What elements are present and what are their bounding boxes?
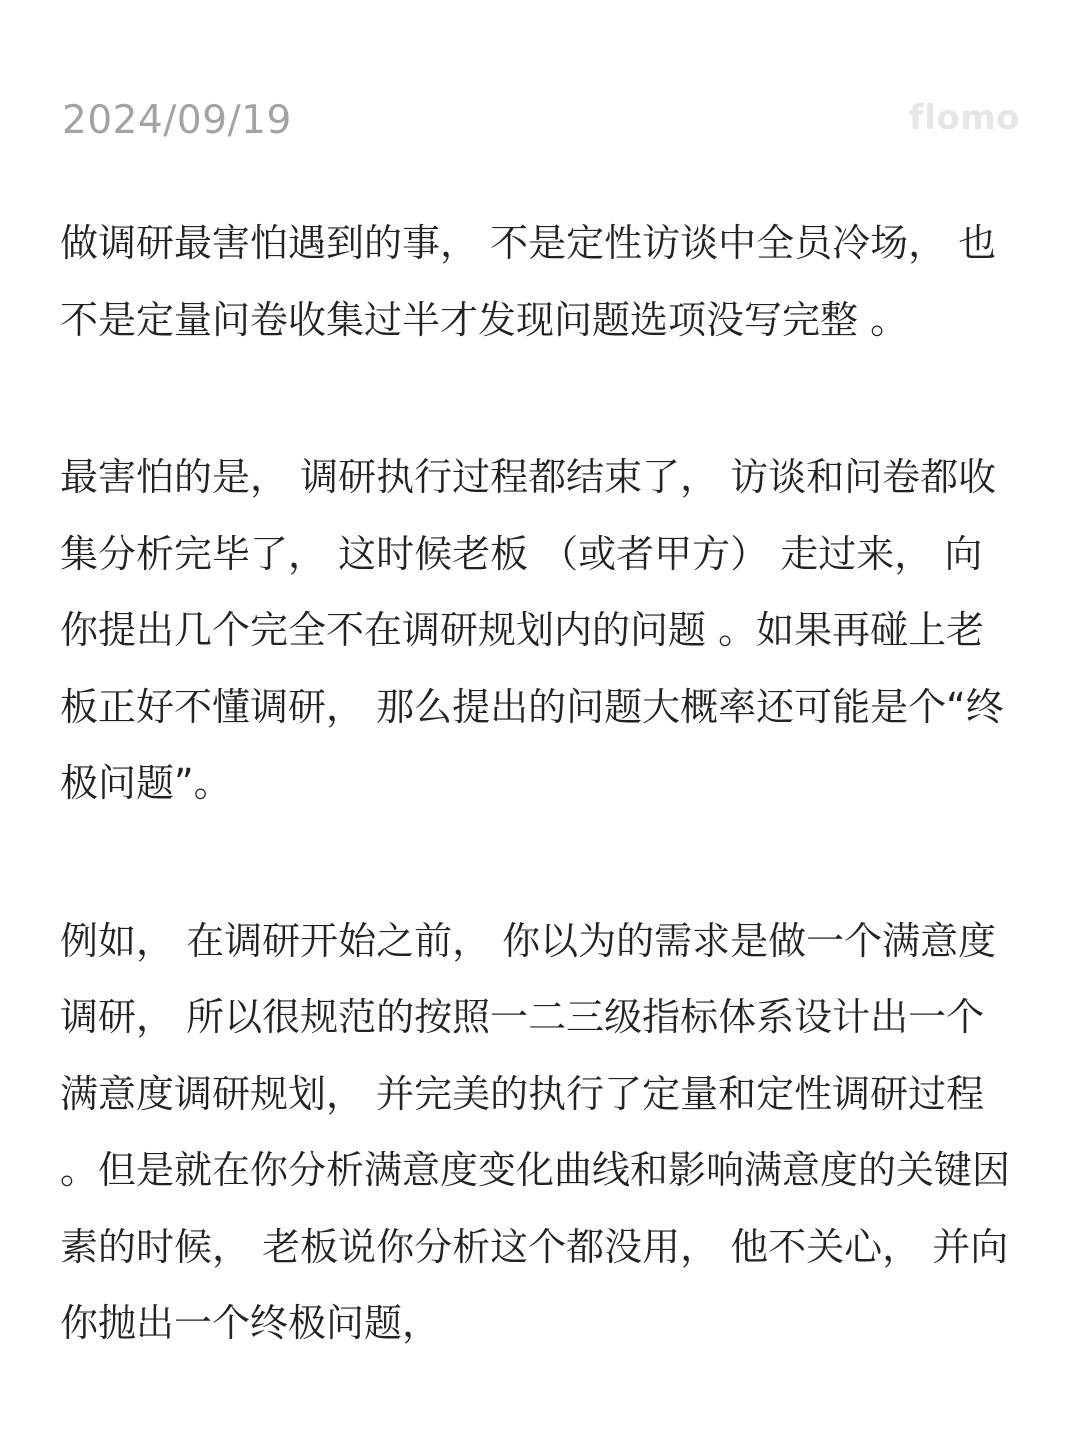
note-body xyxy=(60,205,1020,1362)
note-date: 2024/09/19 xyxy=(62,98,292,143)
note-header xyxy=(62,96,1020,146)
paragraph: 做调研最害怕遇到的事， 不是定性访谈中全员冷场， 也不是定量问卷收集过半才发现问题选项没写完整 。 xyxy=(60,221,997,342)
paragraph: 最害怕的是， 调研执行过程都结束了， 访谈和问卷都收集分析完毕了， 这时候老板 （或者甲方） 走过来， 向你提出几个完全不在调研规划内的问题 。如果再碰上老板正好不懂调研， 那么提出的问题大概率还可能是个“终极问题”。 xyxy=(60,455,1004,805)
brand-watermark: flomo xyxy=(908,98,1020,138)
paragraph: 例如， 在调研开始之前， 你以为的需求是做一个满意度调研， 所以很规范的按照一二三级指标体系设计出一个满意度调研规划， 并完美的执行了定量和定性调研过程 。但是就在你分析满意度变化曲线和影响满意度的关键因素的时候， 老板说你分析这个都没用， 他不关心， 并向你抛出一个终极问题， xyxy=(60,918,1011,1345)
